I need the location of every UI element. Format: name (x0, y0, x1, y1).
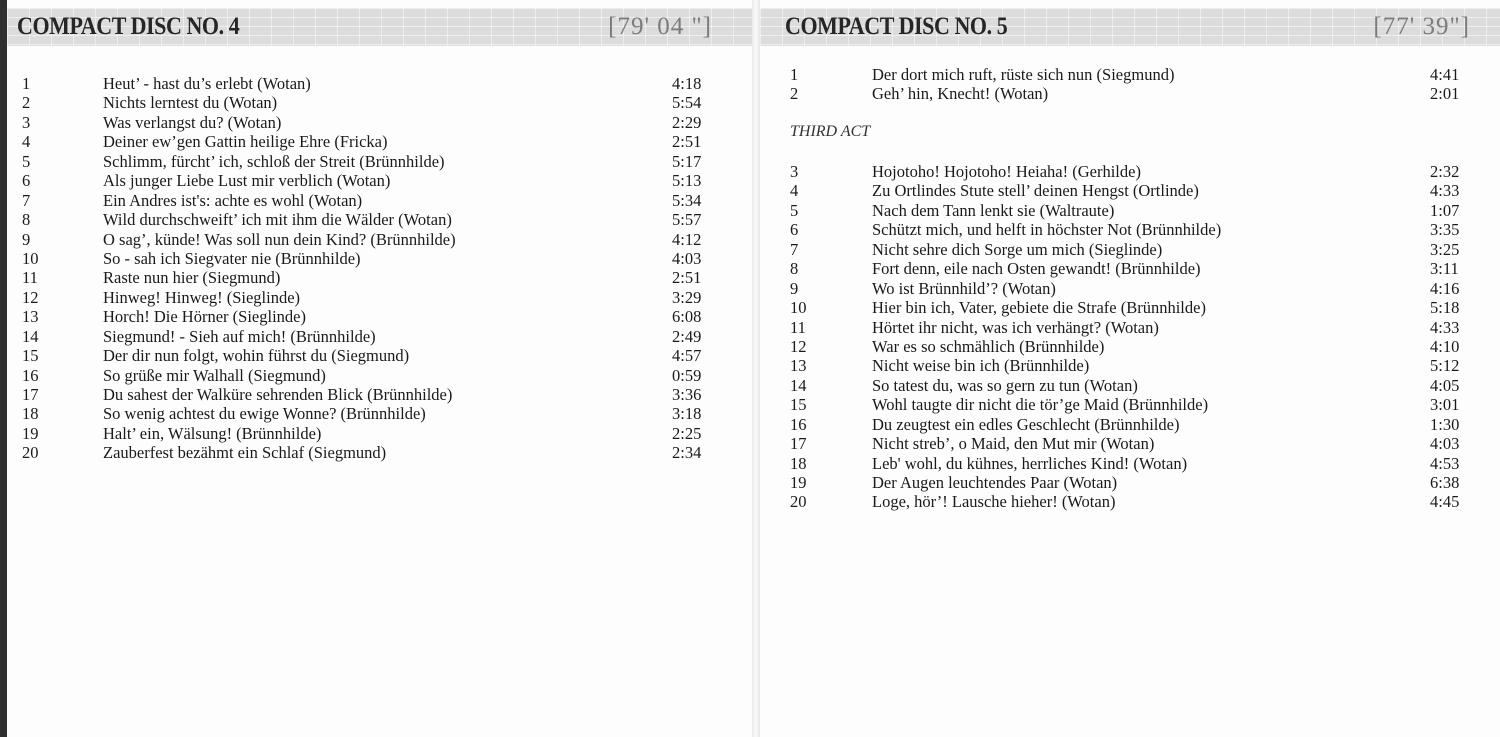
track-row (760, 395, 1500, 414)
track-row (7, 74, 752, 93)
disc-4-track-list (7, 74, 752, 463)
track-title: Heut’ - hast du’s erlebt (Wotan) (103, 74, 311, 93)
track-number: 8 (790, 259, 799, 279)
track-row (760, 162, 1500, 181)
track-duration: 4:18 (672, 74, 702, 93)
track-number: 18 (790, 453, 807, 473)
track-number: 8 (22, 210, 31, 230)
track-row (7, 268, 752, 287)
track-number: 3 (22, 112, 31, 132)
disc-5-panel (760, 0, 1500, 737)
track-row (760, 356, 1500, 375)
track-row (7, 230, 752, 249)
track-number: 14 (22, 326, 39, 346)
track-row (7, 307, 752, 326)
track-number: 5 (790, 200, 799, 220)
track-number: 12 (22, 287, 39, 307)
track-number: 19 (22, 423, 39, 443)
track-row (7, 93, 752, 112)
track-duration: 4:12 (672, 229, 702, 249)
track-row (7, 152, 752, 171)
track-duration: 2:34 (672, 443, 702, 463)
track-duration: 4:57 (672, 346, 702, 366)
track-duration: 5:13 (672, 171, 702, 191)
disc-4-title: COMPACT DISC NO. 4 (17, 13, 240, 40)
track-number: 5 (22, 151, 31, 171)
track-title: Der dort mich ruft, rüste sich nun (Siegmund) (872, 65, 1175, 84)
track-duration: 3:29 (672, 287, 702, 307)
track-row (760, 181, 1500, 200)
track-duration: 4:33 (1430, 181, 1460, 201)
track-title: War es so schmählich (Brünnhilde) (872, 336, 1105, 356)
track-title: Wo ist Brünnhild’? (Wotan) (872, 278, 1056, 298)
track-row (7, 210, 752, 229)
page-gutter (752, 0, 760, 737)
track-title: Ein Andres ist's: achte es wohl (Wotan) (103, 190, 363, 210)
track-title: Leb' wohl, du kühnes, herrliches Kind! (Wotan) (872, 453, 1188, 473)
track-title: Du zeugtest ein edles Geschlecht (Brünnhilde) (872, 414, 1180, 434)
track-duration: 5:57 (672, 210, 702, 230)
track-row (7, 404, 752, 423)
track-number: 10 (790, 298, 807, 318)
track-row (760, 454, 1500, 473)
track-title: Geh’ hin, Knecht! (Wotan) (872, 84, 1049, 104)
track-title: Hörtet ihr nicht, was ich verhängt? (Wotan) (872, 317, 1159, 337)
track-duration: 4:05 (1430, 375, 1460, 395)
track-title: Schützt mich, und helft in höchster Not (Brünnhilde) (872, 220, 1222, 240)
track-title: Als junger Liebe Lust mir verblich (Wotan) (103, 171, 391, 191)
track-number: 1 (790, 65, 799, 84)
track-row (760, 492, 1500, 511)
track-duration: 2:51 (672, 268, 702, 288)
track-title: Siegmund! - Sieh auf mich! (Brünnhilde) (103, 326, 376, 346)
disc-5-track-list-act-2 (760, 65, 1500, 104)
track-duration: 3:35 (1430, 220, 1460, 240)
track-duration: 6:38 (1430, 473, 1460, 492)
track-number: 10 (22, 248, 39, 268)
track-row (7, 346, 752, 365)
track-row (760, 434, 1500, 453)
track-number: 9 (790, 278, 799, 298)
track-title: Hier bin ich, Vater, gebiete die Strafe (Brünnhilde) (872, 298, 1206, 318)
track-row (7, 385, 752, 404)
track-row (7, 191, 752, 210)
track-row (760, 220, 1500, 239)
track-number: 15 (790, 395, 807, 415)
track-title: Wild durchschweift’ ich mit ihm die Wälder (Wotan) (103, 210, 452, 230)
track-title: Zu Ortlindes Stute stell’ deinen Hengst (Ortlinde) (872, 181, 1199, 201)
track-duration: 5:54 (672, 93, 702, 113)
track-duration: 2:51 (672, 132, 702, 152)
track-row (760, 337, 1500, 356)
track-number: 13 (22, 307, 39, 327)
track-duration: 4:03 (672, 248, 702, 268)
track-title: Du sahest der Walküre sehrenden Blick (Brünnhilde) (103, 385, 453, 404)
track-row (7, 327, 752, 346)
track-duration: 1:30 (1430, 414, 1460, 434)
track-title: So - sah ich Siegvater nie (Brünnhilde) (103, 248, 361, 268)
track-title: So grüße mir Walhall (Siegmund) (103, 365, 326, 385)
track-duration: 4:16 (1430, 278, 1460, 298)
track-number: 18 (22, 404, 39, 424)
track-row (7, 366, 752, 385)
track-number: 15 (22, 346, 39, 366)
track-duration: 2:49 (672, 326, 702, 346)
track-row (760, 259, 1500, 278)
track-title: Nach dem Tann lenkt sie (Waltraute) (872, 200, 1115, 220)
track-title: Raste nun hier (Siegmund) (103, 268, 281, 288)
track-number: 11 (790, 317, 806, 337)
track-duration: 5:18 (1430, 298, 1460, 318)
third-act-heading: THIRD ACT (790, 123, 871, 140)
track-title: Nichts lerntest du (Wotan) (103, 93, 278, 113)
disc-5-track-list-act-3 (760, 162, 1500, 512)
track-duration: 4:41 (1430, 65, 1460, 84)
track-row (7, 132, 752, 151)
track-row (760, 201, 1500, 220)
track-title: Horch! Die Hörner (Sieglinde) (103, 307, 306, 327)
track-title: Wohl taugte dir nicht die tör’ge Maid (Brünnhilde) (872, 395, 1209, 415)
track-number: 4 (790, 181, 799, 201)
track-duration: 5:17 (672, 151, 702, 171)
track-number: 1 (22, 74, 31, 93)
track-duration: 4:10 (1430, 336, 1460, 356)
track-title: So tatest du, was so gern zu tun (Wotan) (872, 375, 1138, 395)
track-row (760, 318, 1500, 337)
track-title: Nicht weise bin ich (Brünnhilde) (872, 356, 1090, 376)
track-number: 4 (22, 132, 31, 152)
track-row (760, 473, 1500, 492)
track-duration: 3:01 (1430, 395, 1460, 415)
track-row (760, 65, 1500, 84)
track-title: Was verlangst du? (Wotan) (103, 112, 282, 132)
disc-4-header-bar (7, 8, 752, 46)
track-duration: 4:53 (1430, 453, 1460, 473)
track-number: 7 (22, 190, 31, 210)
track-title: Schlimm, fürcht’ ich, schloß der Streit (Brünnhilde) (103, 151, 445, 171)
track-number: 12 (790, 336, 807, 356)
track-row (760, 84, 1500, 103)
track-row (7, 171, 752, 190)
track-number: 19 (790, 473, 807, 492)
track-title: Deiner ew’gen Gattin heilige Ehre (Fricka) (103, 132, 388, 152)
track-number: 9 (22, 229, 31, 249)
track-number: 16 (22, 365, 39, 385)
track-title: Der Augen leuchtendes Paar (Wotan) (872, 473, 1118, 492)
track-number: 3 (790, 162, 799, 181)
track-number: 20 (22, 443, 39, 463)
disc-5-duration: [77' 39"] (1373, 13, 1470, 40)
track-row (7, 113, 752, 132)
track-number: 16 (790, 414, 807, 434)
track-duration: 3:36 (672, 385, 702, 404)
track-duration: 0:59 (672, 365, 702, 385)
track-duration: 2:32 (1430, 162, 1460, 181)
track-number: 6 (22, 171, 31, 191)
track-number: 17 (790, 434, 807, 454)
track-duration: 4:33 (1430, 317, 1460, 337)
track-number: 13 (790, 356, 807, 376)
track-duration: 5:34 (672, 190, 702, 210)
track-row (7, 424, 752, 443)
track-title: Hinweg! Hinweg! (Sieglinde) (103, 287, 301, 307)
track-number: 14 (790, 375, 807, 395)
track-title: Zauberfest bezähmt ein Schlaf (Siegmund) (103, 443, 387, 463)
track-row (7, 443, 752, 462)
disc-5-title: COMPACT DISC NO. 5 (785, 13, 1008, 40)
track-number: 17 (22, 385, 39, 404)
track-number: 7 (790, 239, 799, 259)
track-row (760, 298, 1500, 317)
track-row (760, 279, 1500, 298)
track-title: So wenig achtest du ewige Wonne? (Brünnhilde) (103, 404, 426, 424)
track-duration: 1:07 (1430, 200, 1460, 220)
track-duration: 3:25 (1430, 239, 1460, 259)
track-title: O sag’, künde! Was soll nun dein Kind? (Brünnhilde) (103, 229, 456, 249)
track-duration: 2:01 (1430, 84, 1460, 104)
track-title: Loge, hör’! Lausche hieher! (Wotan) (872, 492, 1116, 512)
disc-5-header-bar (760, 8, 1500, 46)
track-number: 6 (790, 220, 799, 240)
track-row (7, 288, 752, 307)
track-duration: 3:18 (672, 404, 702, 424)
track-row (760, 415, 1500, 434)
track-duration: 4:45 (1430, 492, 1460, 512)
track-duration: 3:11 (1430, 259, 1459, 279)
track-title: Nicht streb’, o Maid, den Mut mir (Wotan) (872, 434, 1155, 454)
track-number: 11 (22, 268, 38, 288)
track-title: Halt’ ein, Wälsung! (Brünnhilde) (103, 423, 322, 443)
track-number: 2 (22, 93, 31, 113)
track-duration: 2:29 (672, 112, 702, 132)
track-row (760, 240, 1500, 259)
track-title: Nicht sehre dich Sorge um mich (Sieglinde) (872, 239, 1163, 259)
track-row (760, 376, 1500, 395)
track-number: 20 (790, 492, 807, 512)
track-duration: 2:25 (672, 423, 702, 443)
track-title: Der dir nun folgt, wohin führst du (Siegmund) (103, 346, 410, 366)
track-duration: 5:12 (1430, 356, 1460, 376)
track-duration: 6:08 (672, 307, 702, 327)
disc-4-duration: [79' 04 "] (608, 13, 712, 40)
track-number: 2 (790, 84, 799, 104)
track-title: Hojotoho! Hojotoho! Heiaha! (Gerhilde) (872, 162, 1141, 181)
track-title: Fort denn, eile nach Osten gewandt! (Brünnhilde) (872, 259, 1201, 279)
track-duration: 4:03 (1430, 434, 1460, 454)
track-row (7, 249, 752, 268)
